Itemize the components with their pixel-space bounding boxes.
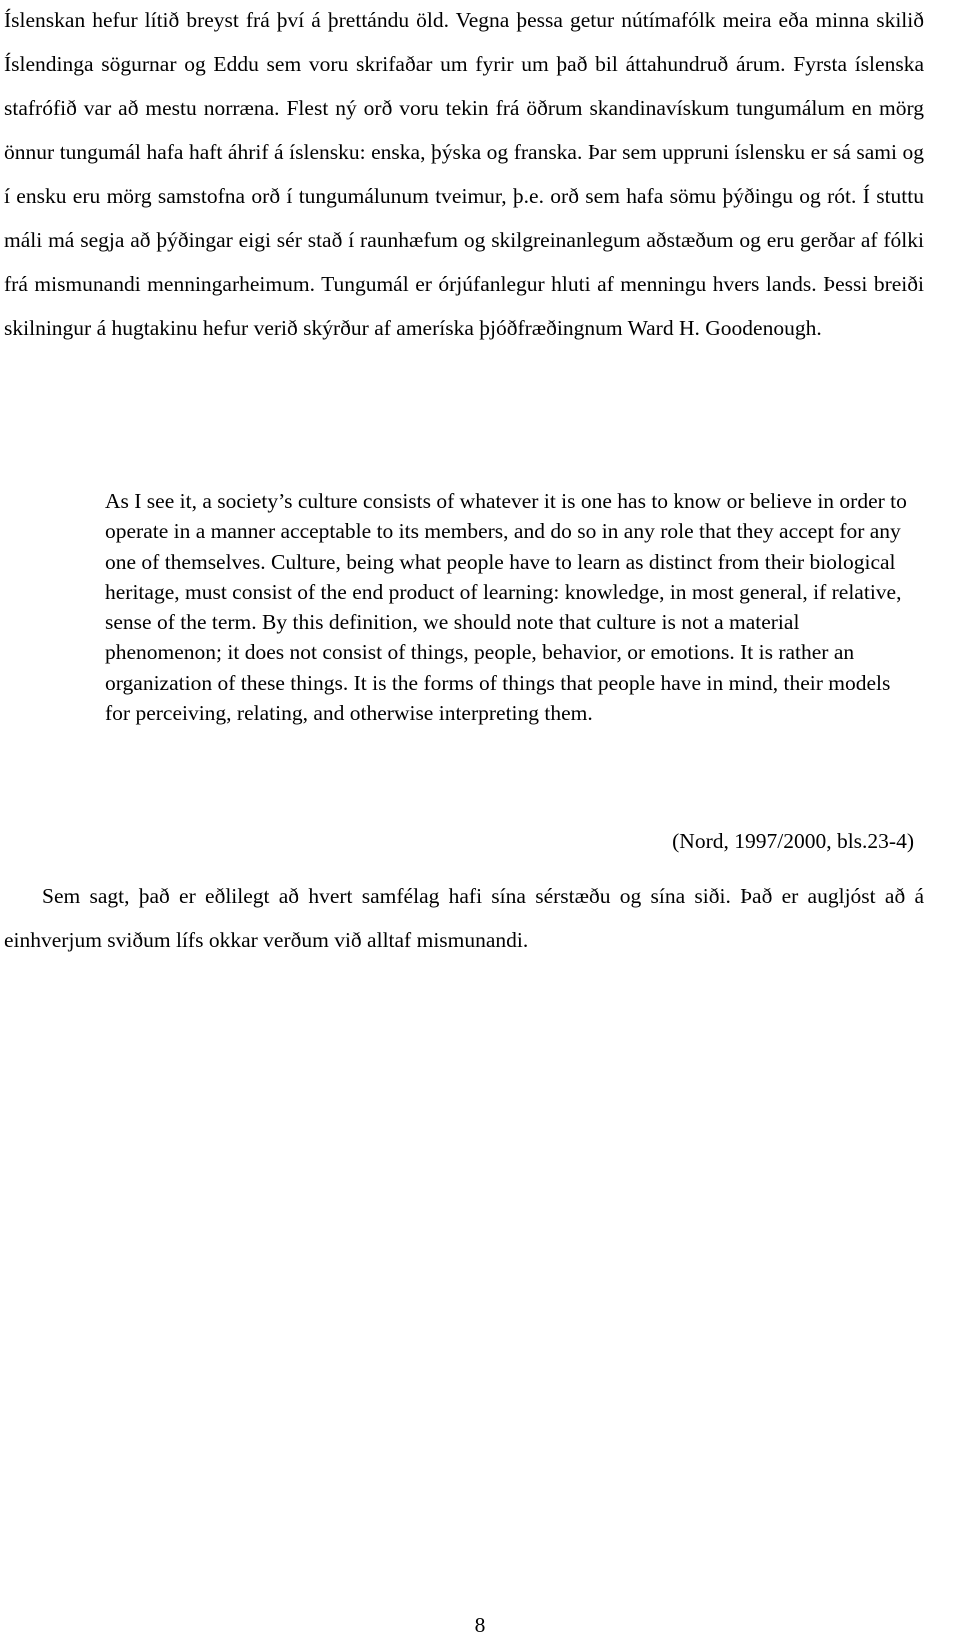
block-quote: As I see it, a society’s culture consists of whatever it is one has to know or believe in order to operate in a manner acceptable to its members, and do so in any role that they accept for any one of themselves. Culture, being what people have to learn as distinct from their biological heritage, must consist of the end product of learning: knowledge, in most general, if relative, sense of the term. By this definition, we should note that culture is not a material phenomenon; it does not consist of things, people, behavior, or emotions. It is rather an organization of these things. It is the forms of things that people have in mind, their models for perceiving, relating, and otherwise interpreting them.	[105, 489, 907, 726]
page-number: 8	[474, 1613, 486, 1637]
quote-citation: (Nord, 1997/2000, bls.23-4)	[672, 829, 914, 853]
body-paragraph-2: Sem sagt, það er eðlilegt að hvert samfélag hafi sína sérstæðu og sína siði. Það er augljóst að á einhverjum sviðum lífs okkar verðum við alltaf mismunandi.	[4, 884, 924, 952]
body-paragraph-1: Íslenskan hefur lítið breyst frá því á þrettándu öld. Vegna þessa getur nútímafólk meira eða minna skilið Íslendinga sögurnar og Eddu sem voru skrifaðar um fyrir um það bil áttahundruð árum. Fyrsta íslenska stafrófið var að mestu norræna. Flest ný orð voru tekin frá öðrum skandinavískum tungumálum en mörg önnur tungumál hafa haft áhrif á íslensku: enska, þýska og franska. Þar sem uppruni íslensku er sá sami og í ensku eru mörg samstofna orð í tungumálunum tveimur, þ.e. orð sem hafa sömu þýðingu og rót. Í stuttu máli má segja að þýðingar eigi sér stað í raunhæfum og skilgreinanlegum aðstæðum og eru gerðar af fólki frá mismunandi menningarheimum. Tungumál er órjúfanlegur hluti af menningu hvers lands. Þessi breiði skilningur á hugtakinu hefur verið skýrður af ameríska þjóðfræðingnum Ward H. Goodenough.	[4, 8, 924, 340]
